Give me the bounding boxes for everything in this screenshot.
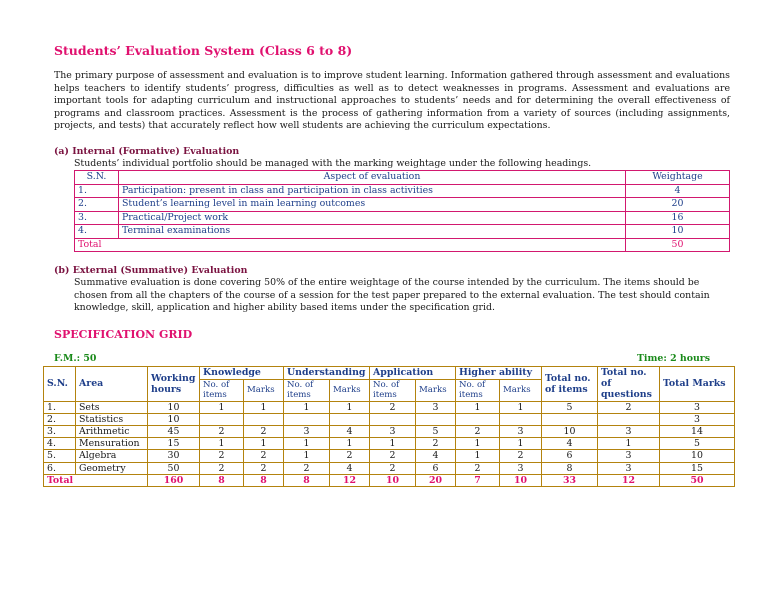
row-hours: 10: [148, 401, 200, 413]
row-weightage: 10: [626, 225, 730, 239]
grid-total-application-items: 10: [370, 474, 416, 486]
row-total-questions: 3: [598, 426, 660, 438]
internal-weightage-table: [74, 170, 730, 252]
header-sn: S.N.: [44, 367, 76, 402]
row-weightage: 4: [626, 184, 730, 198]
grid-total-understanding-marks: 12: [330, 474, 370, 486]
row-total-marks: 3: [660, 401, 735, 413]
table-row: [44, 462, 735, 474]
header-higher-ability: Higher ability: [456, 367, 542, 380]
row-higher-items: 1: [456, 438, 500, 450]
row-understanding-marks: 4: [330, 462, 370, 474]
row-knowledge-items: [200, 413, 244, 425]
row-understanding-marks: 2: [330, 450, 370, 462]
row-sn: 4.: [44, 438, 76, 450]
row-higher-items: 1: [456, 450, 500, 462]
row-higher-marks: [500, 413, 542, 425]
row-weightage: 16: [626, 211, 730, 225]
full-marks: F.M.: 50: [54, 353, 97, 364]
row-application-marks: 6: [416, 462, 456, 474]
row-hours: 45: [148, 426, 200, 438]
grid-total-row: [44, 474, 735, 486]
subheader-marks: Marks: [244, 379, 284, 401]
header-sn: S.N.: [75, 171, 119, 185]
header-application: Application: [370, 367, 456, 380]
row-knowledge-items: 1: [200, 438, 244, 450]
table-row: [44, 450, 735, 462]
grid-body: [44, 401, 735, 474]
exam-time: Time: 2 hours: [636, 353, 710, 364]
grid-header-row: [44, 367, 735, 380]
header-total-questions: Total no. of questions: [598, 367, 660, 402]
table-row: [44, 413, 735, 425]
row-area: Arithmetic: [76, 426, 148, 438]
grid-total-higher-items: 7: [456, 474, 500, 486]
subheader-marks: Marks: [500, 379, 542, 401]
row-application-marks: [416, 413, 456, 425]
row-knowledge-items: 2: [200, 450, 244, 462]
header-understanding: Understanding: [284, 367, 370, 380]
row-sn: 5.: [44, 450, 76, 462]
row-sn: 4.: [75, 225, 119, 239]
row-application-items: 2: [370, 462, 416, 474]
row-higher-items: 1: [456, 401, 500, 413]
table-row: [75, 225, 730, 239]
row-application-items: 1: [370, 438, 416, 450]
grid-total-items: 33: [542, 474, 598, 486]
table-total-row: [75, 238, 730, 252]
row-sn: 6.: [44, 462, 76, 474]
row-total-questions: 3: [598, 450, 660, 462]
grid-total-marks: 50: [660, 474, 735, 486]
external-evaluation-note: Summative evaluation is done covering 50% of the entire weightage of the course intended by the curriculum. The items should be chosen from all the chapters of the course of a session for the test paper prepared to the external evaluation. The test should contain knowledge, skill, application and higher ability based items under the specification grid.: [74, 277, 710, 314]
header-working-hours: Working hours: [148, 367, 200, 402]
subheader-no-of-items: No. of items: [456, 379, 500, 401]
row-application-marks: 2: [416, 438, 456, 450]
grid-total-label: Total: [44, 474, 148, 486]
table-header-row: [75, 171, 730, 185]
grid-total-questions: 12: [598, 474, 660, 486]
row-aspect: Participation: present in class and participation in class activities: [119, 184, 626, 198]
row-application-items: 3: [370, 426, 416, 438]
row-understanding-items: 2: [284, 462, 330, 474]
row-sn: 1.: [75, 184, 119, 198]
row-weightage: 20: [626, 198, 730, 212]
row-application-items: 2: [370, 401, 416, 413]
row-total-items: 6: [542, 450, 598, 462]
row-higher-marks: 2: [500, 450, 542, 462]
header-area: Area: [76, 367, 148, 402]
grid-total-knowledge-items: 8: [200, 474, 244, 486]
row-understanding-items: 1: [284, 450, 330, 462]
page-title: Students’ Evaluation System (Class 6 to 8): [54, 43, 353, 58]
header-knowledge: Knowledge: [200, 367, 284, 380]
row-understanding-items: 1: [284, 401, 330, 413]
row-application-marks: 4: [416, 450, 456, 462]
row-sn: 3.: [75, 211, 119, 225]
table-row: [44, 401, 735, 413]
row-understanding-marks: 1: [330, 438, 370, 450]
row-aspect: Terminal examinations: [119, 225, 626, 239]
row-total-items: 5: [542, 401, 598, 413]
row-hours: 10: [148, 413, 200, 425]
table-row: [44, 438, 735, 450]
row-knowledge-marks: 2: [244, 426, 284, 438]
specification-grid-heading: SPECIFICATION GRID: [54, 328, 193, 341]
row-aspect: Student’s learning level in main learning outcomes: [119, 198, 626, 212]
row-knowledge-marks: 2: [244, 450, 284, 462]
subheader-no-of-items: No. of items: [200, 379, 244, 401]
header-total-marks: Total Marks: [660, 367, 735, 402]
total-weightage: 50: [626, 238, 730, 252]
row-sn: 1.: [44, 401, 76, 413]
row-area: Geometry: [76, 462, 148, 474]
table-row: [75, 184, 730, 198]
row-sn: 2.: [75, 198, 119, 212]
row-total-questions: 2: [598, 401, 660, 413]
grid-total-understanding-items: 8: [284, 474, 330, 486]
row-understanding-items: 3: [284, 426, 330, 438]
row-knowledge-marks: [244, 413, 284, 425]
row-higher-marks: 1: [500, 438, 542, 450]
row-total-questions: 1: [598, 438, 660, 450]
subheader-marks: Marks: [416, 379, 456, 401]
row-understanding-items: [284, 413, 330, 425]
row-knowledge-items: 2: [200, 426, 244, 438]
row-higher-items: 2: [456, 462, 500, 474]
total-label: Total: [75, 238, 626, 252]
intro-paragraph: The primary purpose of assessment and evaluation is to improve student learning. Information gathered through assessment and evaluations helps teachers to identify students’ progress, difficulties as well as to detect weaknesses in programs. Assessment and evaluations are important tools for adapting curriculum and instructional approaches to students’ needs and for determining the overall effectiveness of programs and classroom practices. Assessment is the process of gathering information from a variety of sources (including assignments, projects, and tests) that accurately reflect how well students are achieving the curriculum expectations.: [54, 70, 730, 132]
row-understanding-items: 1: [284, 438, 330, 450]
row-higher-items: 2: [456, 426, 500, 438]
row-knowledge-marks: 2: [244, 462, 284, 474]
header-weightage: Weightage: [626, 171, 730, 185]
row-area: Mensuration: [76, 438, 148, 450]
row-hours: 30: [148, 450, 200, 462]
row-higher-marks: 1: [500, 401, 542, 413]
row-total-items: 10: [542, 426, 598, 438]
row-area: Sets: [76, 401, 148, 413]
row-application-marks: 3: [416, 401, 456, 413]
row-understanding-marks: 1: [330, 401, 370, 413]
header-aspect: Aspect of evaluation: [119, 171, 626, 185]
row-knowledge-items: 1: [200, 401, 244, 413]
subheader-no-of-items: No. of items: [370, 379, 416, 401]
row-sn: 2.: [44, 413, 76, 425]
internal-evaluation-heading: (a) Internal (Formative) Evaluation: [54, 146, 240, 157]
row-total-items: [542, 413, 598, 425]
row-understanding-marks: [330, 413, 370, 425]
row-knowledge-items: 2: [200, 462, 244, 474]
row-understanding-marks: 4: [330, 426, 370, 438]
row-total-marks: 15: [660, 462, 735, 474]
subheader-no-of-items: No. of items: [284, 379, 330, 401]
row-total-marks: 3: [660, 413, 735, 425]
row-aspect: Practical/Project work: [119, 211, 626, 225]
row-knowledge-marks: 1: [244, 438, 284, 450]
row-hours: 50: [148, 462, 200, 474]
row-hours: 15: [148, 438, 200, 450]
row-higher-marks: 3: [500, 426, 542, 438]
row-sn: 3.: [44, 426, 76, 438]
subheader-marks: Marks: [330, 379, 370, 401]
row-application-items: [370, 413, 416, 425]
row-area: Statistics: [76, 413, 148, 425]
row-total-items: 4: [542, 438, 598, 450]
row-application-items: 2: [370, 450, 416, 462]
row-total-items: 8: [542, 462, 598, 474]
header-total-items: Total no. of items: [542, 367, 598, 402]
grid-total-application-marks: 20: [416, 474, 456, 486]
table-row: [44, 426, 735, 438]
row-total-marks: 5: [660, 438, 735, 450]
row-total-marks: 14: [660, 426, 735, 438]
row-higher-marks: 3: [500, 462, 542, 474]
row-total-questions: [598, 413, 660, 425]
specification-grid-table: [43, 366, 735, 487]
row-knowledge-marks: 1: [244, 401, 284, 413]
grid-total-higher-marks: 10: [500, 474, 542, 486]
row-higher-items: [456, 413, 500, 425]
table-row: [75, 211, 730, 225]
row-application-marks: 5: [416, 426, 456, 438]
row-total-marks: 10: [660, 450, 735, 462]
internal-evaluation-note: Students’ individual portfolio should be managed with the marking weightage under the following headings.: [74, 158, 592, 169]
grid-total-hours: 160: [148, 474, 200, 486]
grid-total-knowledge-marks: 8: [244, 474, 284, 486]
table-row: [75, 198, 730, 212]
external-evaluation-heading: (b) External (Summative) Evaluation: [54, 265, 248, 276]
row-total-questions: 3: [598, 462, 660, 474]
row-area: Algebra: [76, 450, 148, 462]
